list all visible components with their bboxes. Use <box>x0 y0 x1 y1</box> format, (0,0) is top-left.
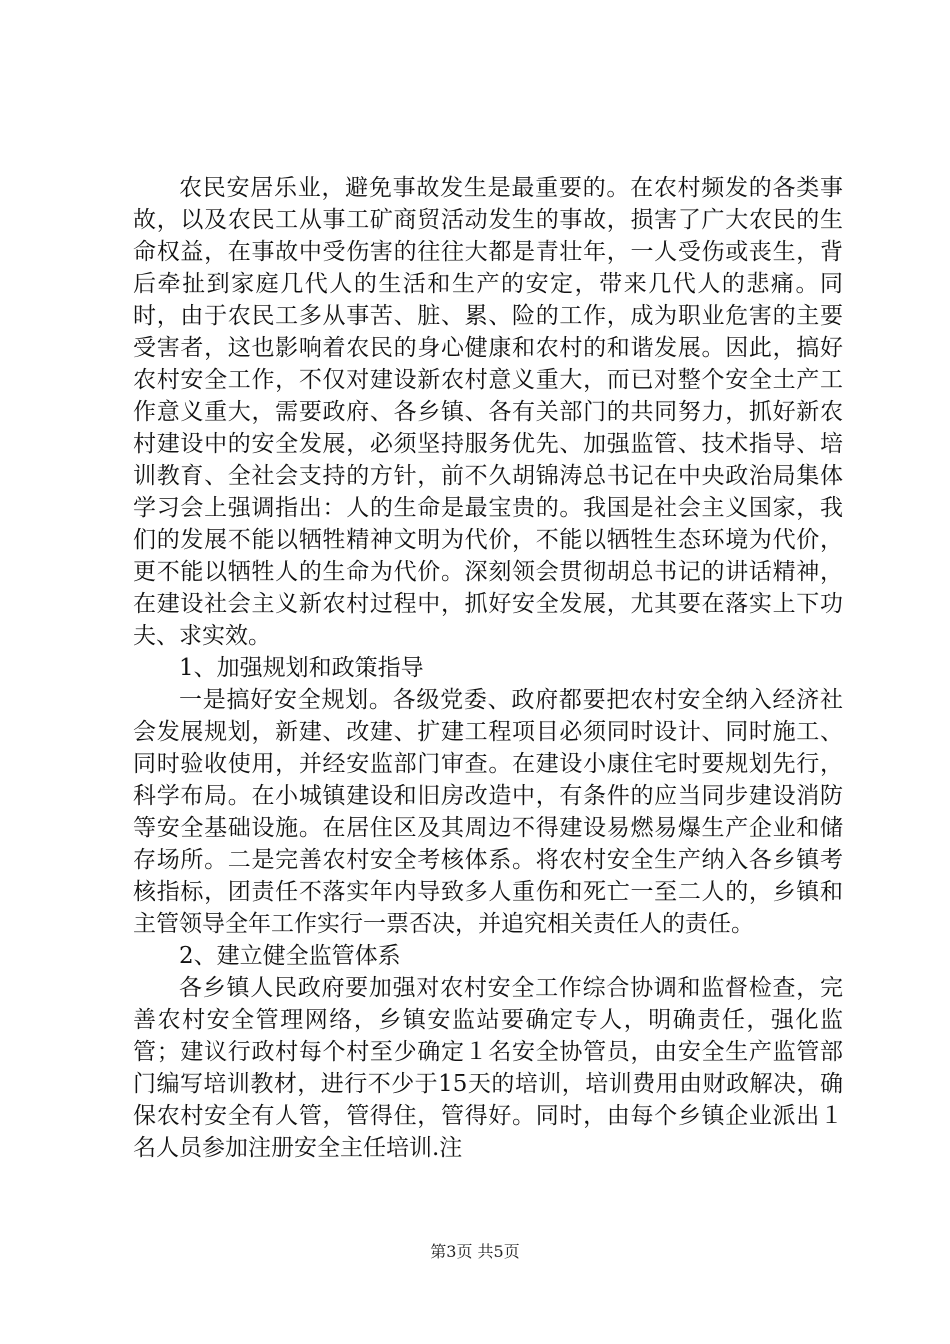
section-heading-2: 2、建立健全监管体系 <box>179 943 401 969</box>
document-body <box>133 172 843 1164</box>
section-heading-1: 1、加强规划和政策指导 <box>179 655 424 681</box>
paragraph-planning: 一是搞好安全规划。各级党委、政府都要把农村安全纳入经济社会发展规划，新建、改建、扩建工程项目必须同时设计、同时施工、同时验收使用，并经安监部门审查。在建设小康住宅时要规划先行，科学布局。在小城镇建设和旧房改造中，有条件的应当同步建设消防等安全基础设施。在居住区及其周边不得建设易燃易爆生产企业和储存场所。二是完善农村安全考核体系。将农村安全生产纳入各乡镇考核指标，团责任不落实年内导致多人重伤和死亡一至二人的，乡镇和主管领导全年工作实行一票否决，并追究相关责任人的责任。 <box>133 687 843 937</box>
page-number-footer: 第3页 共5页 <box>430 1242 520 1261</box>
paragraph-intro: 农民安居乐业，避免事故发生是最重要的。在农村频发的各类事故，以及农民工从事工矿商贸活动发生的事故，损害了广大农民的生命权益，在事故中受伤害的往往大都是青壮年，一人受伤或丧生，背后牵扯到家庭几代人的生活和生产的安定，带来几代人的悲痛。同时，由于农民工多从事苦、脏、累、险的工作，成为职业危害的主要受害者，这也影响着农民的身心健康和农村的和谐发展。因此，搞好农村安全工作，不仅对建设新农村意义重大，而已对整个安全土产工作意义重大，需要政府、各乡镇、各有关部门的共同努力，抓好新农村建设中的安全发展，必须坚持服务优先、加强监管、技术指导、培训教育、全社会支持的方针，前不久胡锦涛总书记在中央政治局集体学习会上强调指出：人的生命是最宝贵的。我国是社会主义国家，我们的发展不能以牺牲精神文明为代价，不能以牺牲生态环境为代价，更不能以牺牲人的生命为代价。深刻领会贯彻胡总书记的讲话精神，在建设社会主义新农村过程中，抓好安全发展，尤其要在落实上下功夫、求实效。 <box>133 175 843 649</box>
paragraph-supervision: 各乡镇人民政府要加强对农村安全工作综合协调和监督检查，完善农村安全管理网络，乡镇安监站要确定专人，明确责任，强化监管；建议行政村每个村至少确定１名安全协管员，由安全生产监管部门编写培训教材，进行不少于15天的培训，培训费用由财政解决，确保农村安全有人管，管得住，管得好。同时，由每个乡镇企业派出１名人员参加注册安全主任培训.注 <box>133 975 843 1161</box>
